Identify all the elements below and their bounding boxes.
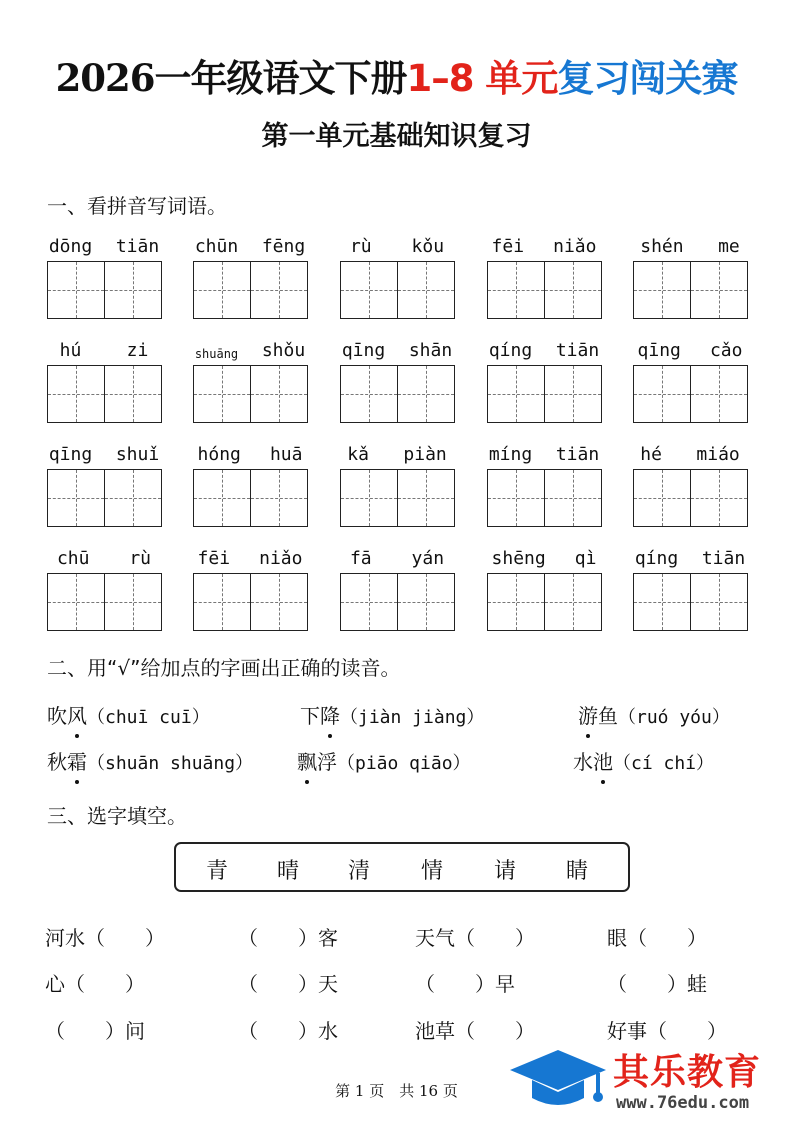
fill-blank-item[interactable]: （ ）早: [415, 972, 515, 996]
pinyin-syllable: shǒu: [261, 340, 306, 361]
page-subtitle: 第一单元基础知识复习: [261, 121, 532, 152]
tianzige-cell[interactable]: [105, 261, 162, 319]
section1-heading: 一、看拼音写词语。: [47, 194, 227, 218]
page-title: [0, 48, 793, 102]
pinyin-label: [37, 545, 171, 569]
pinyin-label: [37, 233, 171, 257]
tianzige-cell[interactable]: [691, 573, 748, 631]
pinyin-label: [623, 545, 757, 569]
pinyin-syllable: qì: [574, 548, 597, 569]
pinyin-label: [623, 441, 757, 465]
pinyin-syllable: niǎo: [553, 236, 597, 257]
pinyin-label: [623, 233, 757, 257]
logo: [508, 1040, 788, 1120]
pinyin-syllable: chūn: [194, 236, 239, 257]
pinyin-syllable: piàn: [403, 444, 447, 465]
pinyin-syllable: rù: [349, 236, 372, 257]
choice-character: 清: [348, 859, 371, 884]
writing-cells: [193, 469, 308, 527]
section3-heading: 三、选字填空。: [47, 804, 187, 828]
pinyin-syllable: miáo: [696, 444, 740, 465]
pinyin-syllable: rù: [129, 548, 152, 569]
tianzige-cell[interactable]: [340, 261, 398, 319]
pinyin-syllable: shuāng: [194, 347, 239, 361]
page-footer: 第 1 页 共 16 页: [335, 1082, 458, 1100]
pinyin-syllable: qíng: [488, 340, 533, 361]
tianzige-cell[interactable]: [398, 261, 455, 319]
pinyin-syllable: hú: [59, 340, 82, 361]
pinyin-label: [183, 337, 317, 361]
pinyin-syllable: fā: [349, 548, 372, 569]
dotted-char: 游: [578, 704, 598, 728]
tianzige-cell[interactable]: [340, 365, 398, 423]
dotted-char: 风: [67, 704, 87, 728]
pinyin-label: [330, 545, 464, 569]
tianzige-cell[interactable]: [633, 469, 691, 527]
tianzige-cell[interactable]: [105, 365, 162, 423]
fill-blank-item[interactable]: 眼（ ）: [607, 926, 707, 950]
writing-cells: [633, 469, 748, 527]
pinyin-options[interactable]: （chuī cuī）: [87, 707, 210, 728]
pinyin-options[interactable]: （cí chí）: [613, 753, 715, 774]
pinyin-syllable: tiān: [555, 444, 600, 465]
writing-cells: [47, 469, 162, 527]
pinyin-label: [330, 233, 464, 257]
pinyin-syllable: shān: [408, 340, 453, 361]
tianzige-cell[interactable]: [340, 573, 398, 631]
tianzige-cell[interactable]: [691, 469, 748, 527]
word-char: 浮: [317, 750, 337, 774]
dotted-char: 降: [320, 704, 340, 728]
pinyin-syllable: shuǐ: [115, 444, 160, 465]
dotted-char: 霜: [67, 750, 87, 774]
emphasis-dot: [75, 734, 79, 738]
pinyin-options[interactable]: （jiàn jiàng）: [340, 707, 485, 728]
pinyin-syllable: me: [718, 236, 740, 257]
pinyin-syllable: niǎo: [259, 548, 303, 569]
pinyin-syllable: dōng: [48, 236, 93, 257]
tianzige-cell[interactable]: [47, 573, 105, 631]
emphasis-dot: [601, 780, 605, 784]
tianzige-cell[interactable]: [47, 365, 105, 423]
pinyin-syllable: shēng: [491, 548, 546, 569]
tianzige-cell[interactable]: [545, 261, 602, 319]
choice-character: 情: [421, 859, 444, 884]
choice-character: 请: [494, 859, 517, 884]
pinyin-syllable: yán: [411, 548, 445, 569]
fill-blank-item[interactable]: （ ）问: [45, 1019, 145, 1043]
pinyin-options[interactable]: （piāo qiāo）: [337, 753, 471, 774]
tianzige-cell[interactable]: [545, 469, 602, 527]
choice-character: 青: [206, 859, 229, 884]
pinyin-syllable: kǒu: [411, 236, 445, 257]
writing-cells: [487, 573, 602, 631]
tianzige-cell[interactable]: [340, 469, 398, 527]
fill-blank-item[interactable]: 河水（ ）: [45, 926, 165, 950]
word-char: 秋: [47, 750, 67, 774]
pinyin-label: [623, 337, 757, 361]
tianzige-cell[interactable]: [633, 573, 691, 631]
pinyin-label: [183, 545, 317, 569]
writing-cells: [340, 573, 455, 631]
tianzige-cell[interactable]: [47, 469, 105, 527]
tianzige-cell[interactable]: [193, 573, 251, 631]
writing-cells: [193, 573, 308, 631]
pinyin-syllable: fēi: [491, 236, 525, 257]
writing-cells: [633, 573, 748, 631]
pinyin-syllable: huā: [269, 444, 303, 465]
fill-blank-item[interactable]: 天气（ ）: [415, 926, 535, 950]
tianzige-cell[interactable]: [691, 261, 748, 319]
title-grade: 一年级语文下册: [154, 57, 407, 100]
choice-character: 睛: [566, 859, 589, 884]
tianzige-cell[interactable]: [251, 573, 308, 631]
pinyin-syllable: qīng: [48, 444, 93, 465]
pinyin-label: [330, 441, 464, 465]
tianzige-cell[interactable]: [251, 261, 308, 319]
pronunciation-item: [47, 746, 253, 775]
word-char: 水: [573, 750, 593, 774]
pronunciation-item: [300, 700, 484, 729]
tianzige-cell[interactable]: [633, 261, 691, 319]
fill-blank-item[interactable]: （ ）水: [238, 1019, 338, 1043]
tianzige-cell[interactable]: [251, 365, 308, 423]
writing-cells: [193, 261, 308, 319]
tianzige-cell[interactable]: [545, 365, 602, 423]
pinyin-syllable: míng: [488, 444, 533, 465]
pinyin-syllable: fēi: [197, 548, 231, 569]
emphasis-dot: [586, 734, 590, 738]
title-contest: 复习闯关赛: [557, 57, 738, 100]
writing-cells: [193, 365, 308, 423]
writing-cells: [487, 261, 602, 319]
writing-cells: [340, 365, 455, 423]
section2-heading: 二、用“√”给加点的字画出正确的读音。: [47, 656, 401, 680]
pinyin-syllable: fēng: [261, 236, 306, 257]
pinyin-label: [183, 441, 317, 465]
pinyin-label: [477, 441, 611, 465]
fill-blank-item[interactable]: 好事（ ）: [607, 1019, 727, 1043]
writing-cells: [47, 365, 162, 423]
character-choice-box: [174, 842, 630, 892]
pinyin-label: [477, 545, 611, 569]
tianzige-cell[interactable]: [105, 573, 162, 631]
writing-cells: [340, 469, 455, 527]
pinyin-syllable: shén: [640, 236, 684, 257]
fill-blank-item[interactable]: （ ）客: [238, 926, 338, 950]
tianzige-cell[interactable]: [487, 573, 545, 631]
graduation-cap-icon: [508, 1042, 608, 1112]
fill-blank-item[interactable]: （ ）蛙: [607, 972, 707, 996]
tianzige-cell[interactable]: [691, 365, 748, 423]
tianzige-cell[interactable]: [193, 261, 251, 319]
logo-name: 其乐教育: [613, 1052, 762, 1093]
pronunciation-item: [47, 700, 210, 729]
pinyin-syllable: hóng: [197, 444, 241, 465]
tianzige-cell[interactable]: [251, 469, 308, 527]
tianzige-cell[interactable]: [193, 365, 251, 423]
pinyin-options[interactable]: （shuān shuāng）: [87, 753, 254, 774]
pinyin-syllable: tiān: [115, 236, 160, 257]
pinyin-syllable: hé: [640, 444, 662, 465]
pronunciation-item: [578, 700, 730, 729]
fill-blank-item[interactable]: （ ）天: [238, 972, 338, 996]
emphasis-dot: [75, 780, 79, 784]
tianzige-cell[interactable]: [545, 573, 602, 631]
choice-character: 晴: [277, 859, 300, 884]
word-char: 吹: [47, 704, 67, 728]
pronunciation-item: [297, 746, 471, 775]
tianzige-cell[interactable]: [487, 261, 545, 319]
word-char: 鱼: [598, 704, 618, 728]
dotted-char: 飘: [297, 750, 317, 774]
fill-blank-item[interactable]: 心（ ）: [45, 972, 145, 996]
writing-cells: [47, 261, 162, 319]
writing-cells: [47, 573, 162, 631]
pronunciation-item: [573, 746, 714, 775]
tianzige-cell[interactable]: [398, 469, 455, 527]
pinyin-label: [37, 441, 171, 465]
writing-cells: [487, 469, 602, 527]
pinyin-options[interactable]: （ruó yóu）: [618, 707, 730, 728]
tianzige-cell[interactable]: [193, 469, 251, 527]
tianzige-cell[interactable]: [398, 365, 455, 423]
dotted-char: 池: [593, 750, 613, 774]
writing-cells: [340, 261, 455, 319]
pinyin-syllable: tiān: [555, 340, 600, 361]
logo-url: www.76edu.com: [616, 1093, 750, 1113]
writing-cells: [487, 365, 602, 423]
pinyin-syllable: tiān: [701, 548, 746, 569]
pinyin-syllable: qíng: [634, 548, 679, 569]
pinyin-syllable: qīng: [341, 340, 386, 361]
writing-cells: [633, 261, 748, 319]
pinyin-syllable: chū: [56, 548, 90, 569]
tianzige-cell[interactable]: [487, 365, 545, 423]
emphasis-dot: [305, 780, 309, 784]
pinyin-syllable: zi: [126, 340, 149, 361]
tianzige-cell[interactable]: [633, 365, 691, 423]
tianzige-cell[interactable]: [487, 469, 545, 527]
title-year: 2026: [55, 56, 155, 100]
tianzige-cell[interactable]: [47, 261, 105, 319]
pinyin-label: [183, 233, 317, 257]
tianzige-cell[interactable]: [105, 469, 162, 527]
writing-cells: [633, 365, 748, 423]
title-units: 1–8 单元: [406, 57, 558, 100]
pinyin-label: [477, 337, 611, 361]
emphasis-dot: [328, 734, 332, 738]
pinyin-label: [477, 233, 611, 257]
pinyin-syllable: cǎo: [709, 340, 743, 361]
pinyin-syllable: kǎ: [347, 444, 369, 465]
pinyin-label: [330, 337, 464, 361]
word-char: 下: [300, 704, 320, 728]
fill-blank-item[interactable]: 池草（ ）: [415, 1019, 535, 1043]
tianzige-cell[interactable]: [398, 573, 455, 631]
pinyin-label: [37, 337, 171, 361]
pinyin-syllable: qīng: [637, 340, 681, 361]
